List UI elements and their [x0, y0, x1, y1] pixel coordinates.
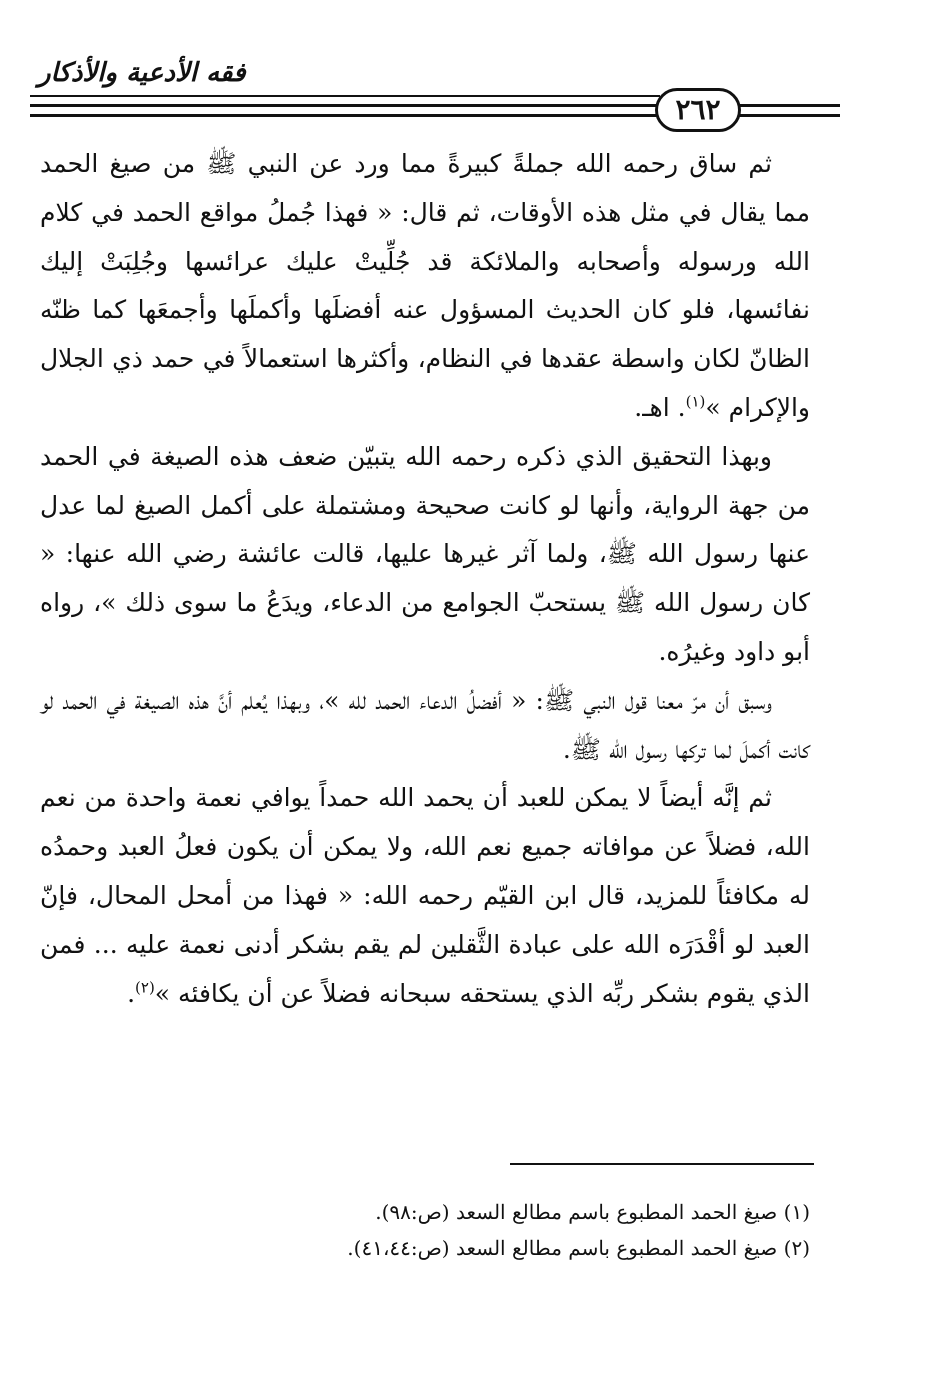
header-rule-right-bottom: [738, 114, 840, 117]
running-title: فقه الأدعية والأذكار: [38, 58, 246, 88]
footnote-ref-1[interactable]: (١): [685, 392, 706, 411]
footnote-separator: [510, 1163, 814, 1165]
footnote-ref-2[interactable]: (٢): [135, 978, 155, 997]
main-text: [40, 140, 810, 1018]
paragraph-2: وبهذا التحقيق الذي ذكره رحمه الله يتبيّن ضعف هذه الصيغة في الحمد من جهة الرواية، وأنها لو كانت صحيحة ومشتملة على أكمل الصيغ لما عدل عنها رسول الله ﷺ، ولما آثر غيرها عليها، قالت عائشة رضي الله عنها: « كان رسول الله ﷺ يستحبّ الجوامع من الدعاء، ويدَعُ ما سوى ذلك »، رواه أبو داود وغيرُه.: [40, 441, 810, 666]
paragraph-4-end: .: [127, 978, 136, 1008]
paragraph-1-end: . اهـ.: [634, 392, 686, 422]
page-number-badge: [655, 88, 741, 132]
page-number: ٢٦٢: [675, 93, 721, 126]
footnote-1: (١) صيغ الحمد المطبوع باسم مطالع السعد (ص:٩٨).: [375, 1200, 810, 1224]
paragraph-1-text: ثم ساق رحمه الله جملةً كبيرةً مما ورد عن النبي ﷺ من صيغ الحمد مما يقال في مثل هذه الأوقات، ثم قال: « فهذا جُملُ مواقع الحمد في كلام الله ورسوله وأصحابه والملائكة قد جُلِّيتْ عليك عرائسها وجُلِبَتْ إليك نفائسها، فلو كان الحديث المسؤول عنه أفضلَها وأكملَها وأجمعَها كما ظنّه الظانّ لكان واسطة عقدها في النظام، وأكثرها استعمالاً في حمد ذي الجلال والإكرام »: [40, 149, 810, 422]
footnotes: [40, 1194, 810, 1266]
header-rule-right-top: [738, 104, 840, 107]
header-rule-left-top: [30, 104, 658, 107]
paragraph-1: [40, 140, 810, 433]
header-thin-rule: [30, 95, 660, 97]
header-rule-left-bottom: [30, 114, 658, 117]
footnote-2: (٢) صيغ الحمد المطبوع باسم مطالع السعد (ص:٤١،٤٤).: [347, 1236, 810, 1260]
paragraph-4: [40, 774, 810, 1018]
paragraph-4-text: ثم إنَّه أيضاً لا يمكن للعبد أن يحمد الله حمداً يوافي نعمة واحدة من نعم الله، فضلاً عن موافاته جميع نعم الله، ولا يمكن أن يكون فعلُ العبد وحمدُه له مكافئاً للمزيد، قال ابن القيّم رحمه الله: « فهذا من أمحل المحال، فإنّ العبد لو أقْدَرَه الله على عبادة الثَّقلين لم يقم بشكر أدنى نعمة عليه ... فمن الذي يقوم بشكر ربِّه الذي يستحقه سبحانه فضلاً عن أن يكافئه »: [40, 783, 810, 1008]
paragraph-3: وسبق أن مرّ معنا قول النبي ﷺ: « أفضلُ الدعاء الحمد لله »، وبهذا يُعلم أنَّ هذه الصيغة في الحمد لو كانت أكملَ لما تركها رسول الله ﷺ.: [40, 685, 810, 764]
